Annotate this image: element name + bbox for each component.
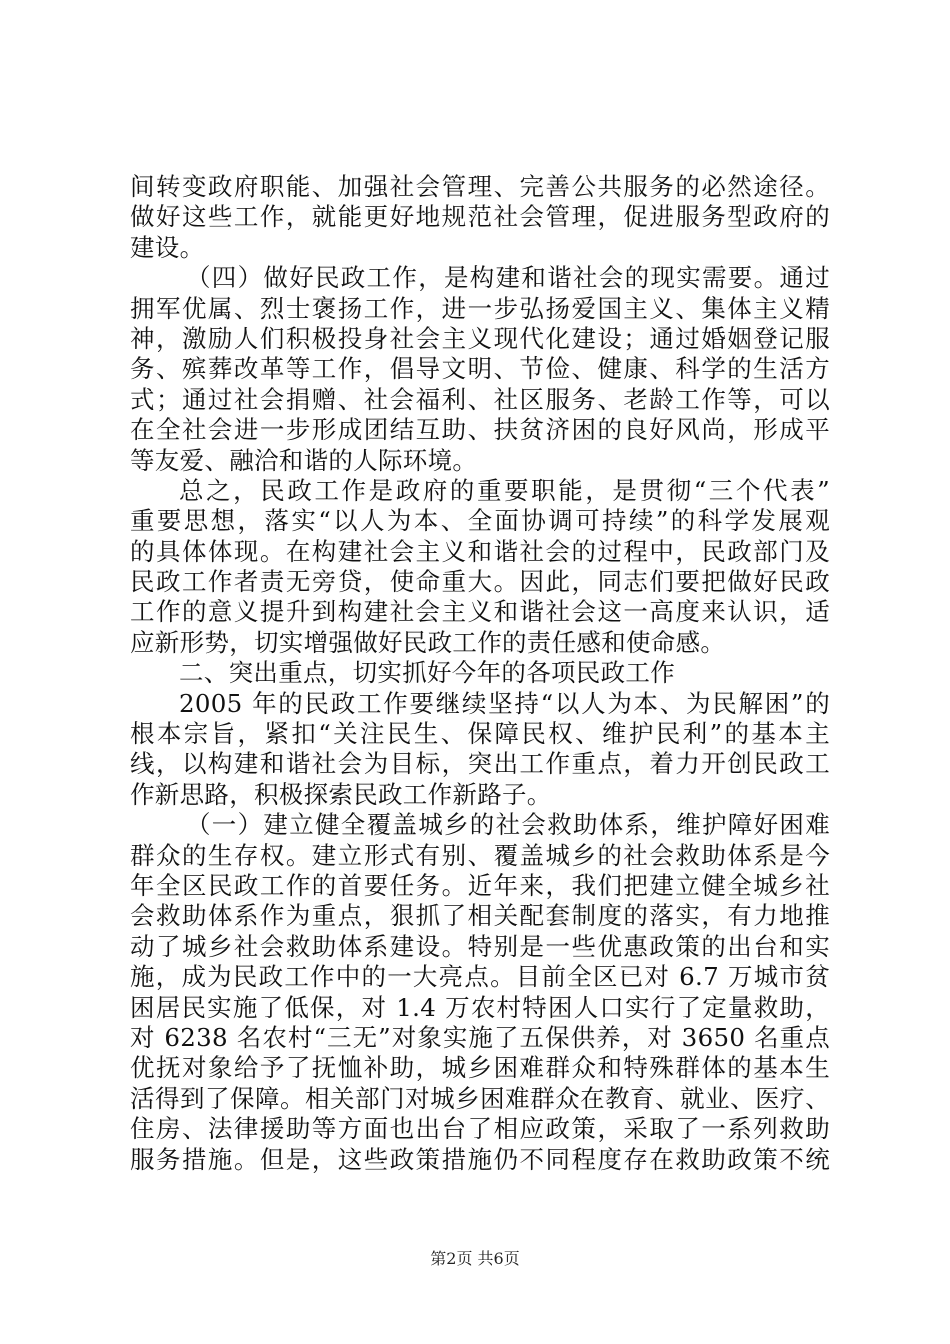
text-line: 优抚对象给予了抚恤补助，城乡困难群众和特殊群体的基本生 [130, 1053, 830, 1083]
text-line: 间转变政府职能、加强社会管理、完善公共服务的必然途径。 [130, 172, 830, 201]
text-line: 务、殡葬改革等工作，倡导文明、节俭、健康、科学的生活方 [130, 354, 830, 384]
text-line: 活得到了保障。相关部门对城乡困难群众在教育、就业、医疗、 [130, 1083, 830, 1113]
text-line: 在全社会进一步形成团结互助、扶贫济困的良好风尚，形成平 [130, 415, 830, 445]
text-line: 困居民实施了低保，对 1.4 万农村特困人口实行了定量救助， [130, 992, 830, 1022]
document-body [130, 172, 830, 1175]
text-line: 施，成为民政工作中的一大亮点。目前全区已对 6.7 万城市贫 [130, 962, 830, 992]
page-number-footer: 第2页 共6页 [430, 1249, 520, 1268]
text-line: 做好这些工作，就能更好地规范社会管理，促进服务型政府的 [130, 202, 830, 232]
text-line: 的具体体现。在构建社会主义和谐社会的过程中，民政部门及 [130, 536, 830, 566]
paragraph-start-line: （四）做好民政工作，是构建和谐社会的现实需要。通过 [186, 263, 830, 293]
text-line: 式；通过社会捐赠、社会福利、社区服务、老龄工作等，可以 [130, 384, 830, 414]
text-line: 服务措施。但是，这些政策措施仍不同程度存在救助政策不统 [130, 1144, 830, 1174]
text-line: 对 6238 名农村“三无”对象实施了五保供养，对 3650 名重点 [130, 1022, 830, 1052]
text-line: 动了城乡社会救助体系建设。特别是一些优惠政策的出台和实 [130, 931, 830, 961]
text-line: 神，激励人们积极投身社会主义现代化建设；通过婚姻登记服 [130, 323, 830, 353]
text-line: 民政工作者责无旁贷，使命重大。因此，同志们要把做好民政 [130, 567, 830, 597]
text-line: 建设。 [130, 232, 205, 262]
text-line: 作新思路，积极探索民政工作新路子。 [130, 779, 552, 809]
text-line: 会救助体系作为重点，狠抓了相关配套制度的落实，有力地推 [130, 901, 830, 931]
text-line: 群众的生存权。建立形式有别、覆盖城乡的社会救助体系是今 [130, 840, 830, 870]
paragraph-start-line: 2005 年的民政工作要继续坚持“以人为本、为民解困”的 [179, 688, 830, 718]
text-line: 住房、法律援助等方面也出台了相应政策，采取了一系列救助 [130, 1114, 830, 1144]
paragraph-start-line: （一）建立健全覆盖城乡的社会救助体系，维护障好困难 [186, 810, 830, 840]
text-line: 应新形势，切实增强做好民政工作的责任感和使命感。 [130, 627, 726, 657]
text-line: 线，以构建和谐社会为目标，突出工作重点，着力开创民政工 [130, 749, 830, 779]
text-line: 等友爱、融洽和谐的人际环境。 [130, 445, 478, 475]
paragraph-start-line: 总之，民政工作是政府的重要职能，是贯彻“三个代表” [179, 475, 830, 505]
text-line: 拥军优属、烈士褒扬工作，进一步弘扬爱国主义、集体主义精 [130, 293, 830, 323]
text-line: 根本宗旨，紧扣“关注民生、保障民权、维护民利”的基本主 [130, 719, 830, 749]
text-line: 工作的意义提升到构建社会主义和谐社会这一高度来认识，适 [130, 597, 830, 627]
text-line: 年全区民政工作的首要任务。近年来，我们把建立健全城乡社 [130, 870, 830, 900]
text-line: 重要思想，落实“以人为本、全面协调可持续”的科学发展观 [130, 506, 830, 536]
section-heading: 二、突出重点，切实抓好今年的各项民政工作 [179, 658, 675, 688]
